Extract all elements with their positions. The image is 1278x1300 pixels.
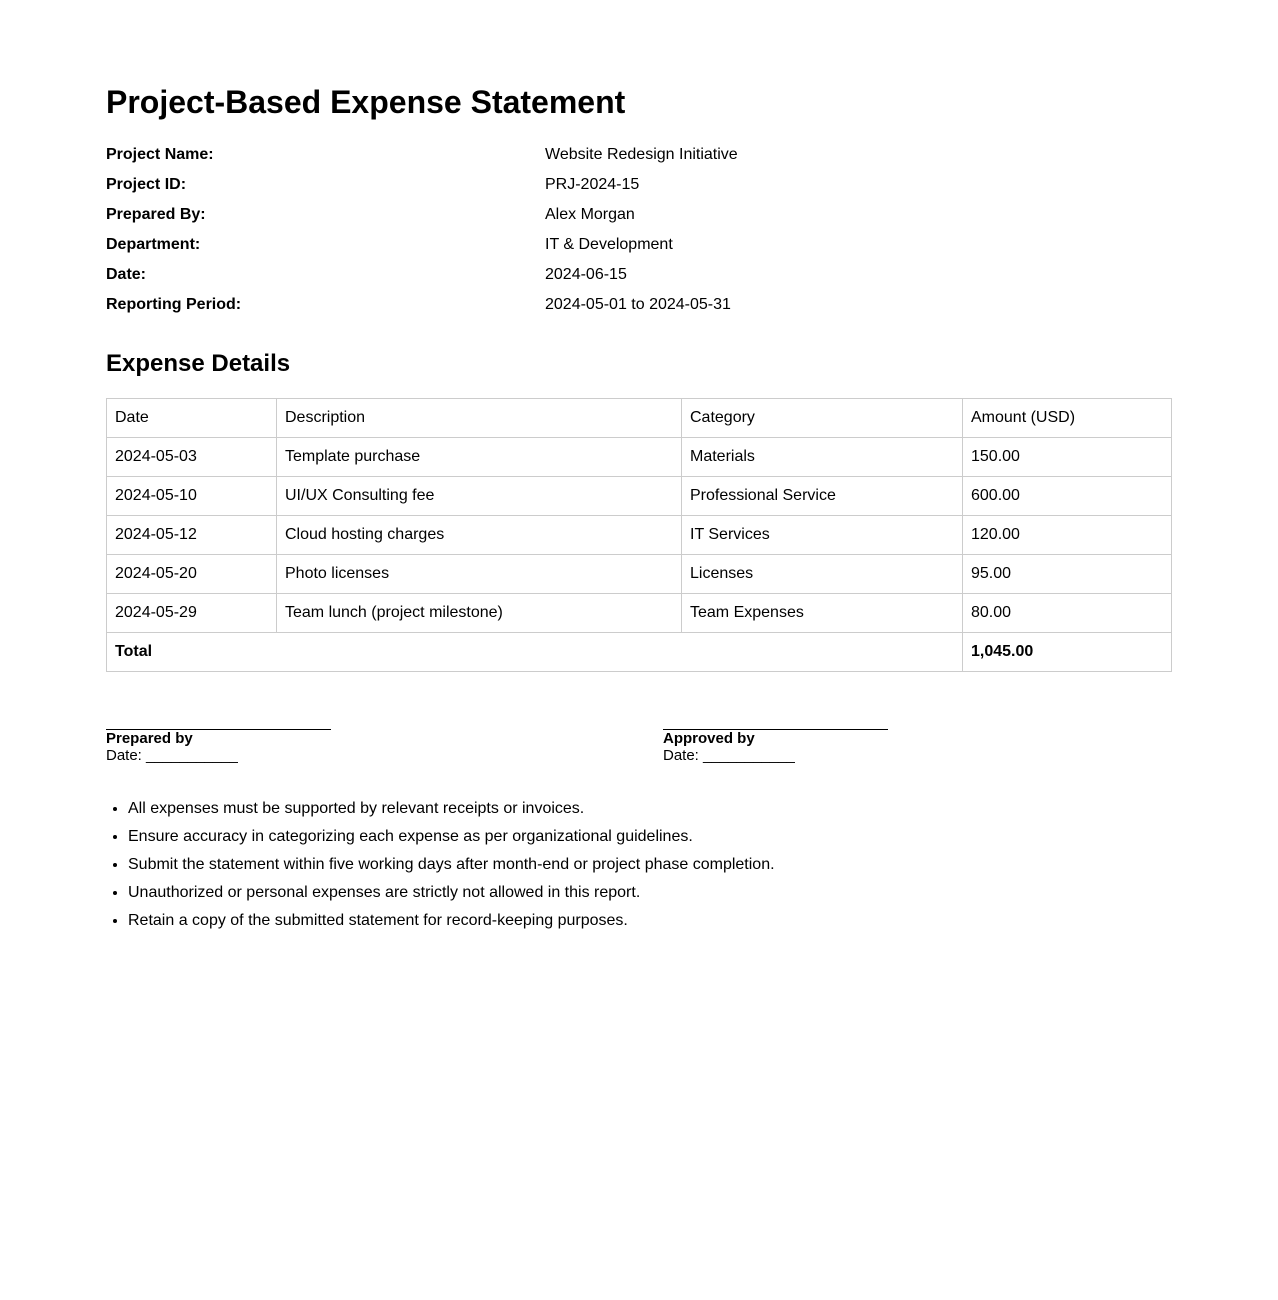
info-row-project-id [106,170,1172,200]
signature-line [106,712,331,730]
prepared-by-signature [106,712,331,764]
expense-table [106,398,1172,672]
info-row-prepared-by [106,200,1172,230]
info-label: Prepared By: [106,206,206,223]
info-row-project-name [106,140,1172,170]
page-title: Project-Based Expense Statement [106,84,626,120]
expense-details-heading: Expense Details [106,350,291,377]
column-header-date: Date [107,399,277,438]
column-header-category: Category [682,399,963,438]
info-value: PRJ-2024-15 [545,176,640,193]
column-header-amount: Amount (USD) [963,399,1172,438]
info-label: Reporting Period: [106,296,242,313]
cell-amount: 95.00 [963,555,1172,594]
info-row-department [106,230,1172,260]
cell-description: UI/UX Consulting fee [277,477,682,516]
list-item: • Unauthorized or personal expenses are strictly not allowed in this report. [128,879,775,907]
cell-date: 2024-05-20 [107,555,277,594]
info-value: Website Redesign Initiative [545,146,738,163]
total-label: Total [107,633,963,672]
cell-date: 2024-05-03 [107,438,277,477]
notes-list [106,795,775,935]
info-label: Date: [106,266,147,283]
cell-description: Photo licenses [277,555,682,594]
table-total-row [107,633,1172,672]
info-row-date [106,260,1172,290]
info-value: IT & Development [545,236,673,253]
signature-date: Date: ___________ [106,747,238,764]
cell-amount: 80.00 [963,594,1172,633]
list-item: • Submit the statement within five working days after month-end or project phase completion. [128,851,775,879]
cell-amount: 150.00 [963,438,1172,477]
info-value: 2024-06-15 [545,266,627,283]
info-label: Department: [106,236,201,253]
table-row [107,594,1172,633]
cell-category: Licenses [682,555,963,594]
approved-by-signature [663,712,888,764]
cell-description: Template purchase [277,438,682,477]
table-row [107,516,1172,555]
cell-category: Materials [682,438,963,477]
list-item: • All expenses must be supported by relevant receipts or invoices. [128,795,775,823]
cell-date: 2024-05-10 [107,477,277,516]
cell-amount: 120.00 [963,516,1172,555]
table-row [107,438,1172,477]
cell-category: Professional Service [682,477,963,516]
total-value: 1,045.00 [963,633,1172,672]
info-label: Project Name: [106,146,214,163]
info-label: Project ID: [106,176,187,193]
list-item: • Retain a copy of the submitted statement for record-keeping purposes. [128,907,775,935]
info-row-reporting-period [106,290,1172,320]
info-value: 2024-05-01 to 2024-05-31 [545,296,731,313]
project-info [106,140,1172,320]
info-value: Alex Morgan [545,206,635,223]
signature-line [663,712,888,730]
table-row [107,555,1172,594]
table-row [107,477,1172,516]
list-item: • Ensure accuracy in categorizing each expense as per organizational guidelines. [128,823,775,851]
cell-date: 2024-05-12 [107,516,277,555]
cell-description: Team lunch (project milestone) [277,594,682,633]
cell-description: Cloud hosting charges [277,516,682,555]
cell-amount: 600.00 [963,477,1172,516]
cell-category: IT Services [682,516,963,555]
signature-title: Approved by [663,730,755,747]
signature-date: Date: ___________ [663,747,795,764]
cell-date: 2024-05-29 [107,594,277,633]
signature-title: Prepared by [106,730,193,747]
cell-category: Team Expenses [682,594,963,633]
column-header-description: Description [277,399,682,438]
table-header-row [107,399,1172,438]
